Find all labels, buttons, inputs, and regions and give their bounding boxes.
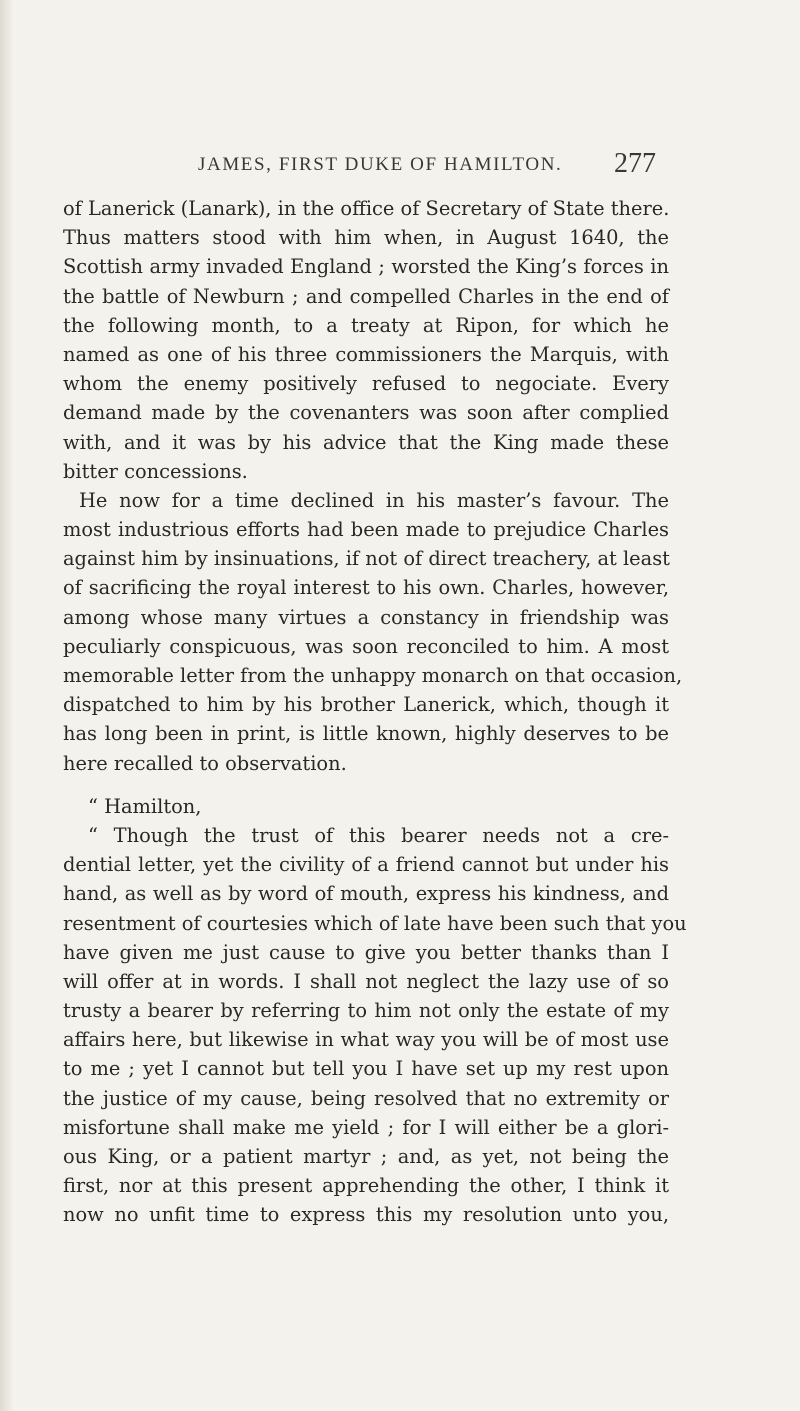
text-line: ous King, or a patient martyr ; and, as yet, not being the	[63, 1145, 669, 1168]
text-line: trusty a bearer by referring to him not only the estate of my	[63, 999, 669, 1023]
text-line: the justice of my cause, being resolved that no extremity or	[63, 1086, 669, 1110]
text-line: first, nor at this present apprehending the other, I think it	[63, 1174, 669, 1198]
text-line: most industrious efforts had been made to prejudice Charles	[63, 518, 669, 542]
page-number: 277	[614, 148, 656, 179]
text-line: He now for a time declined in his master’s favour. The	[79, 488, 669, 512]
text-line: peculiarly conspicuous, was soon reconciled to him. A most	[63, 634, 669, 658]
text-line: misfortune shall make me yield ; for I will either be a glori-	[63, 1115, 669, 1139]
text-line: now no unfit time to express this my resolution unto you,	[63, 1203, 669, 1227]
text-line: bitter concessions.	[63, 459, 248, 483]
text-line: hand, as well as by word of mouth, express his kindness, and	[63, 882, 669, 906]
paragraph-gap	[63, 778, 669, 792]
letter-salutation: “ Hamilton,	[88, 794, 202, 818]
text-line: named as one of his three commissioners the Marquis, with	[63, 342, 669, 366]
text-line: of Lanerick (Lanark), in the office of Secretary of State there.	[63, 197, 670, 220]
text-line: memorable letter from the unhappy monarch on that occasion,	[63, 664, 683, 687]
text-line: against him by insinuations, if not of direct treachery, at least	[63, 547, 670, 571]
text-line: the battle of Newburn ; and compelled Charles in the end of	[63, 284, 669, 308]
page-header	[0, 148, 800, 188]
text-line: with, and it was by his advice that the King made these	[63, 430, 669, 454]
text-line: will offer at in words. I shall not neglect the lazy use of so	[63, 969, 669, 993]
text-line: Thus matters stood with him when, in August 1640, the	[63, 226, 669, 250]
text-line: of sacrificing the royal interest to his own. Charles, however,	[63, 576, 669, 600]
text-line: whom the enemy positively refused to negociate. Every	[63, 372, 669, 396]
running-head: JAMES, FIRST DUKE OF HAMILTON.	[198, 154, 563, 175]
text-line: the following month, to a treaty at Ripon, for which he	[63, 313, 669, 337]
text-line: have given me just cause to give you better thanks than I	[63, 940, 669, 964]
text-line: has long been in print, is little known, highly deserves to be	[63, 722, 669, 746]
text-line: to me ; yet I cannot but tell you I have set up my rest upon	[63, 1057, 669, 1081]
text-line: affairs here, but likewise in what way you will be of most use	[63, 1028, 669, 1052]
text-line: among whose many virtues a constancy in friendship was	[63, 605, 669, 629]
text-line: dential letter, yet the civility of a friend cannot but under his	[63, 853, 669, 877]
text-line: resentment of courtesies which of late have been such that you	[63, 911, 687, 935]
page-gutter-shadow	[0, 0, 14, 1411]
body-text	[63, 194, 687, 1230]
text-line: here recalled to observation.	[63, 751, 347, 775]
text-line: dispatched to him by his brother Lanerick, which, though it	[63, 693, 669, 717]
text-line: “ Though the trust of this bearer needs not a cre-	[88, 823, 669, 847]
text-line: demand made by the covenanters was soon after complied	[63, 401, 669, 425]
text-line: Scottish army invaded England ; worsted the King’s forces in	[63, 255, 669, 279]
